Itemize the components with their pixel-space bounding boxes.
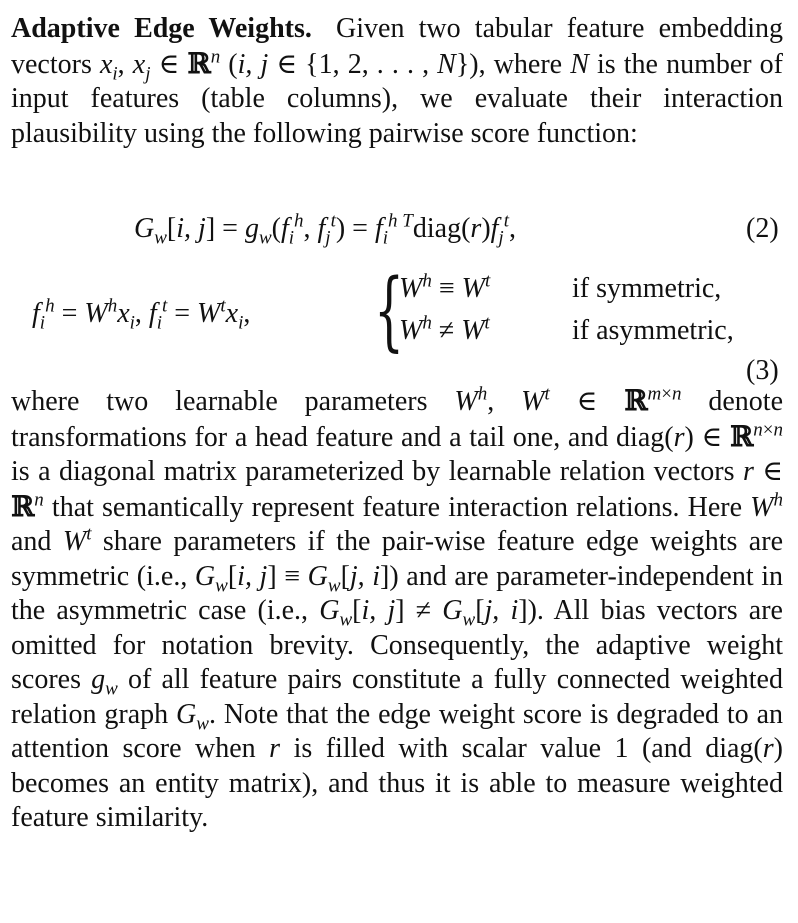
case-symmetric-expr: $W^h \equiv W^t$ [399, 270, 491, 304]
equation-3-left: $f_i^h = W^hx_i$, $f_i^t = W^tx_i$, [32, 295, 251, 334]
para1-text: Given two tabular feature embedding vectors $x_i$, $x_j$ ∈ ℝ$^n$ (i, j ∈ {1, 2, . . . , N}), where N is the number of input features (table columns), we evaluate their interaction plausibility using the following pairwise score function: [11, 13, 784, 149]
paragraph-adaptive-edge-weights [11, 12, 783, 151]
equation-3-number: (3) [746, 355, 779, 386]
case-asymmetric-expr: $W^h \ne W^t$ [399, 312, 490, 346]
paragraph-explanation: where two learnable parameters $W^h$, $W^t$ ∈ ℝ$^{m\times n}$ denote transformations for a head feature and a tail one, and diag(r) ∈ ℝ$^{n\times n}$ is a diagonal matrix parameterized by learnable relation vectors r ∈ ℝ$^n$ that semantically represent feature interaction relations. Here $W^h$ and $W^t$ share parameters if the pair-wise feature edge weights are symmetric (i.e., $G_w[i$, $j] \equiv G_w[j$, i]) and are parameter-independent in the asymmetric case (i.e., $G_w[i$, $j] \ne G_w[j$, i]). All bias vectors are omitted for notation brevity. Consequently, the adaptive weight scores $g_w$ of all feature pairs constitute a fully connected weighted relation graph $G_w$. Note that the edge weight score is degraded to an attention score when r is filled with scalar value 1 (and diag(r) becomes an entity matrix), and thus it is able to measure weighted feature similarity. [11, 383, 784, 833]
cases-brace: { [374, 261, 405, 361]
equation-2: $G_w[i$, $j] = g_w(f_i^h$, $f_j^t$) = $f_i^{h T}diag(r)f_j^t$, [134, 210, 516, 249]
section-heading: Adaptive Edge Weights. [11, 13, 312, 44]
equation-2-number: (2) [746, 213, 779, 244]
case-symmetric-condition: if symmetric, [572, 273, 722, 304]
case-asymmetric-condition: if asymmetric, [572, 315, 734, 346]
